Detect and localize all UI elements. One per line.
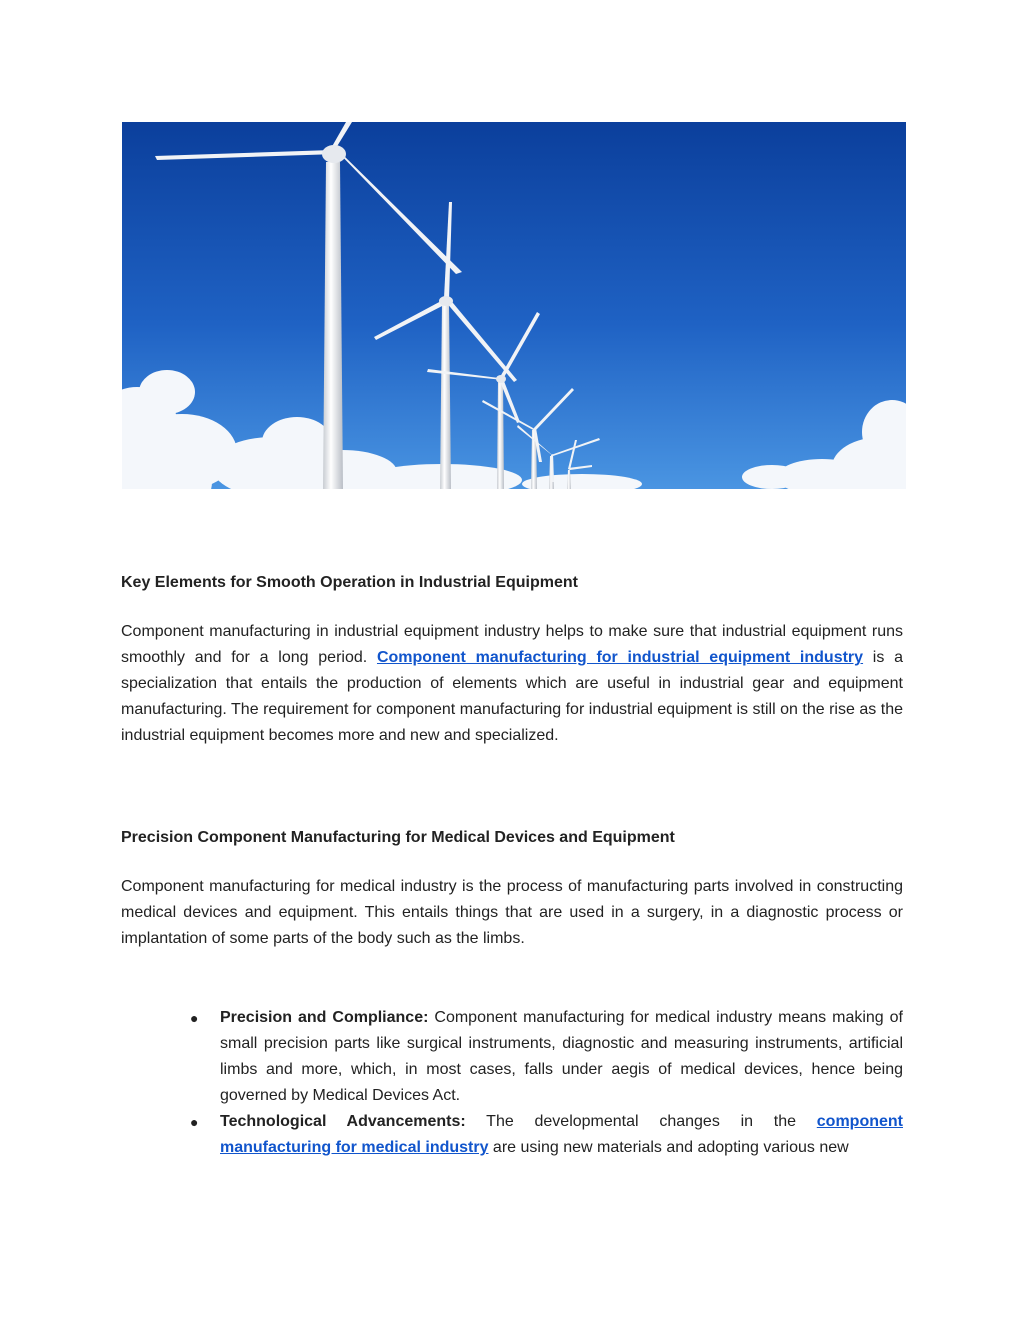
list-item [190,1005,903,1109]
industrial-equipment-link[interactable]: Component manufacturing for industrial equipment industry [376,649,864,666]
section-heading-industrial: Key Elements for Smooth Operation in Industrial Equipment [121,574,578,591]
bullet-list [121,1005,903,1161]
bullet-text: The developmental changes in the [465,1113,817,1130]
section-paragraph-industrial [121,619,903,749]
hero-image [122,122,906,489]
bullet-label: Precision and Compliance: [220,1009,429,1026]
bullet-icon: ● [190,1114,199,1130]
article-content [121,570,903,1161]
list-item [190,1109,903,1161]
section-paragraph-medical: Component manufacturing for medical industry is the process of manufacturing parts involved in constructing medical devices and equipment. This entails things that are used in a surgery, in a diagnostic process or implantation of some parts of the body such as the limbs. [121,878,903,947]
medical-industry-link[interactable]: component manufacturing for medical industry [220,1113,903,1156]
paragraph-text: is a specialization that entails the production of elements which are useful in industrial gear and equipment manufacturing. The requirement for component manufacturing for industrial equipment is still on the rise as the industrial equipment becomes more and new and specialized. [121,649,904,744]
paragraph-text: Component manufacturing in industrial equipment industry helps to make sure that industrial equipment runs smoothly and for a long period. [121,623,903,666]
bullet-text: are using new materials and adopting various new [488,1139,849,1156]
bullet-icon: ● [190,1010,199,1026]
bullet-text: Component manufacturing for medical industry means making of small precision parts like surgical instruments, diagnostic and measuring instruments, artificial limbs and more, which, in most cases, falls under aegis of medical devices, hence being governed by Medical Devices Act. [220,1009,903,1104]
bullet-label: Technological Advancements: [220,1113,466,1130]
section-heading-medical: Precision Component Manufacturing for Medical Devices and Equipment [121,829,675,846]
